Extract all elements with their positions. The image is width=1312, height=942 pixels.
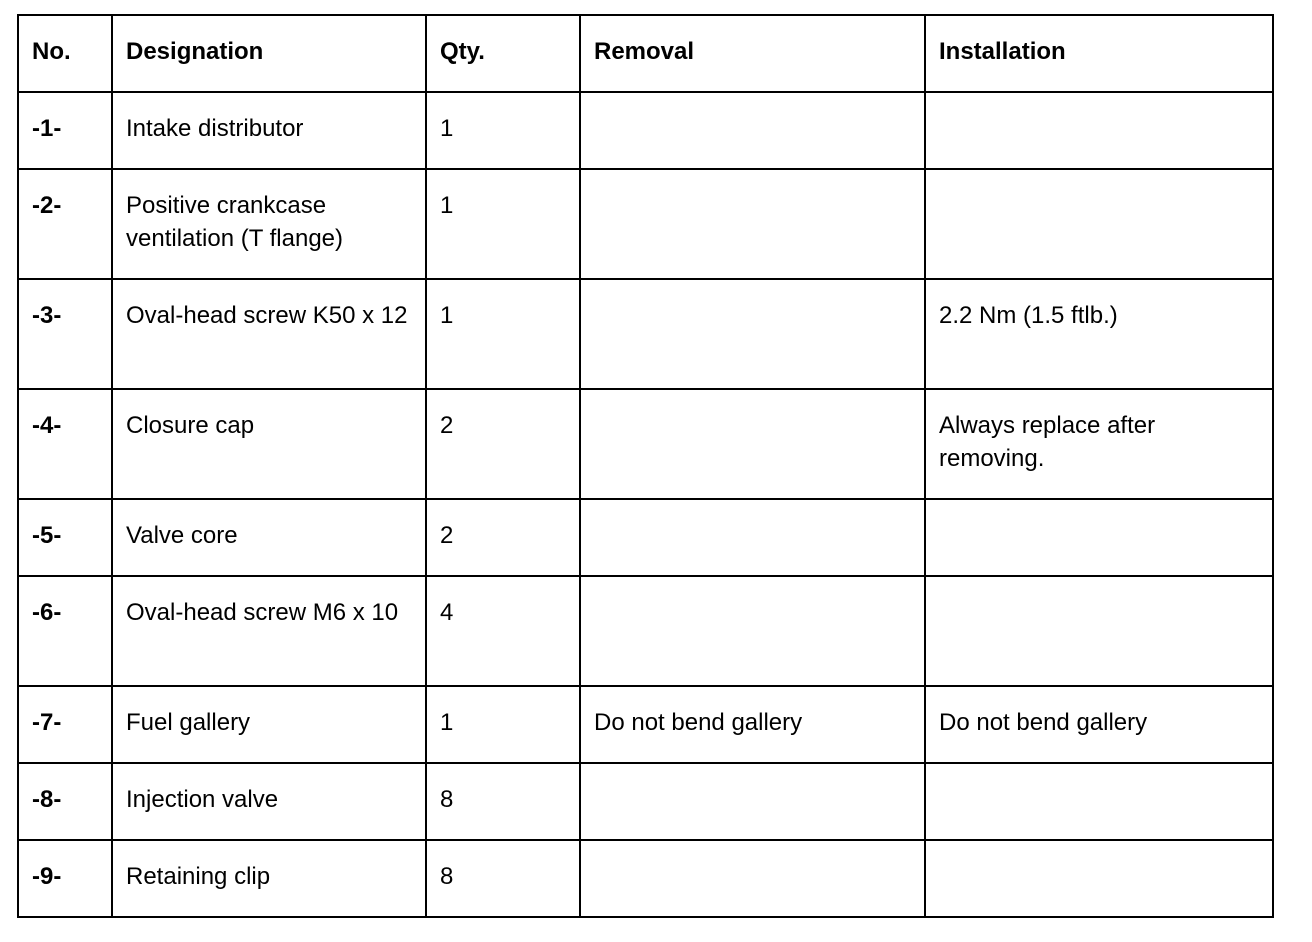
cell-qty: 1	[426, 92, 580, 169]
cell-designation: Valve core	[112, 499, 426, 576]
cell-no: -4-	[18, 389, 112, 499]
table-row	[18, 499, 1273, 576]
cell-no: -1-	[18, 92, 112, 169]
cell-qty: 4	[426, 576, 580, 686]
table-row	[18, 576, 1273, 686]
cell-installation	[925, 499, 1273, 576]
table-row	[18, 92, 1273, 169]
table-row	[18, 389, 1273, 499]
table-header-row	[18, 15, 1273, 92]
cell-qty: 1	[426, 686, 580, 763]
table-row	[18, 686, 1273, 763]
cell-qty: 8	[426, 840, 580, 917]
cell-removal: Do not bend gallery	[580, 686, 925, 763]
cell-removal	[580, 169, 925, 279]
cell-no: -2-	[18, 169, 112, 279]
header-qty: Qty.	[426, 15, 580, 92]
cell-installation	[925, 169, 1273, 279]
cell-removal	[580, 279, 925, 389]
cell-removal	[580, 499, 925, 576]
header-installation: Installation	[925, 15, 1273, 92]
cell-designation: Oval-head screw K50 x 12	[112, 279, 426, 389]
table-row	[18, 279, 1273, 389]
cell-designation: Oval-head screw M6 x 10	[112, 576, 426, 686]
cell-designation: Intake distributor	[112, 92, 426, 169]
cell-removal	[580, 840, 925, 917]
cell-designation: Injection valve	[112, 763, 426, 840]
cell-removal	[580, 763, 925, 840]
cell-qty: 1	[426, 169, 580, 279]
cell-no: -8-	[18, 763, 112, 840]
cell-no: -5-	[18, 499, 112, 576]
cell-removal	[580, 576, 925, 686]
cell-installation: 2.2 Nm (1.5 ftlb.)	[925, 279, 1273, 389]
cell-qty: 2	[426, 499, 580, 576]
cell-qty: 2	[426, 389, 580, 499]
cell-no: -3-	[18, 279, 112, 389]
cell-installation: Do not bend gallery	[925, 686, 1273, 763]
header-no: No.	[18, 15, 112, 92]
cell-no: -6-	[18, 576, 112, 686]
cell-designation: Retaining clip	[112, 840, 426, 917]
cell-removal	[580, 389, 925, 499]
cell-installation	[925, 576, 1273, 686]
cell-installation	[925, 840, 1273, 917]
table-row	[18, 169, 1273, 279]
cell-designation: Positive crankcase ventilation (T flange)	[112, 169, 426, 279]
cell-qty: 8	[426, 763, 580, 840]
cell-designation: Closure cap	[112, 389, 426, 499]
cell-no: -9-	[18, 840, 112, 917]
table-row	[18, 840, 1273, 917]
header-designation: Designation	[112, 15, 426, 92]
cell-designation: Fuel gallery	[112, 686, 426, 763]
table-row	[18, 763, 1273, 840]
cell-installation	[925, 92, 1273, 169]
header-removal: Removal	[580, 15, 925, 92]
cell-removal	[580, 92, 925, 169]
cell-installation	[925, 763, 1273, 840]
cell-qty: 1	[426, 279, 580, 389]
parts-table	[17, 14, 1274, 918]
cell-installation: Always replace after removing.	[925, 389, 1273, 499]
cell-no: -7-	[18, 686, 112, 763]
